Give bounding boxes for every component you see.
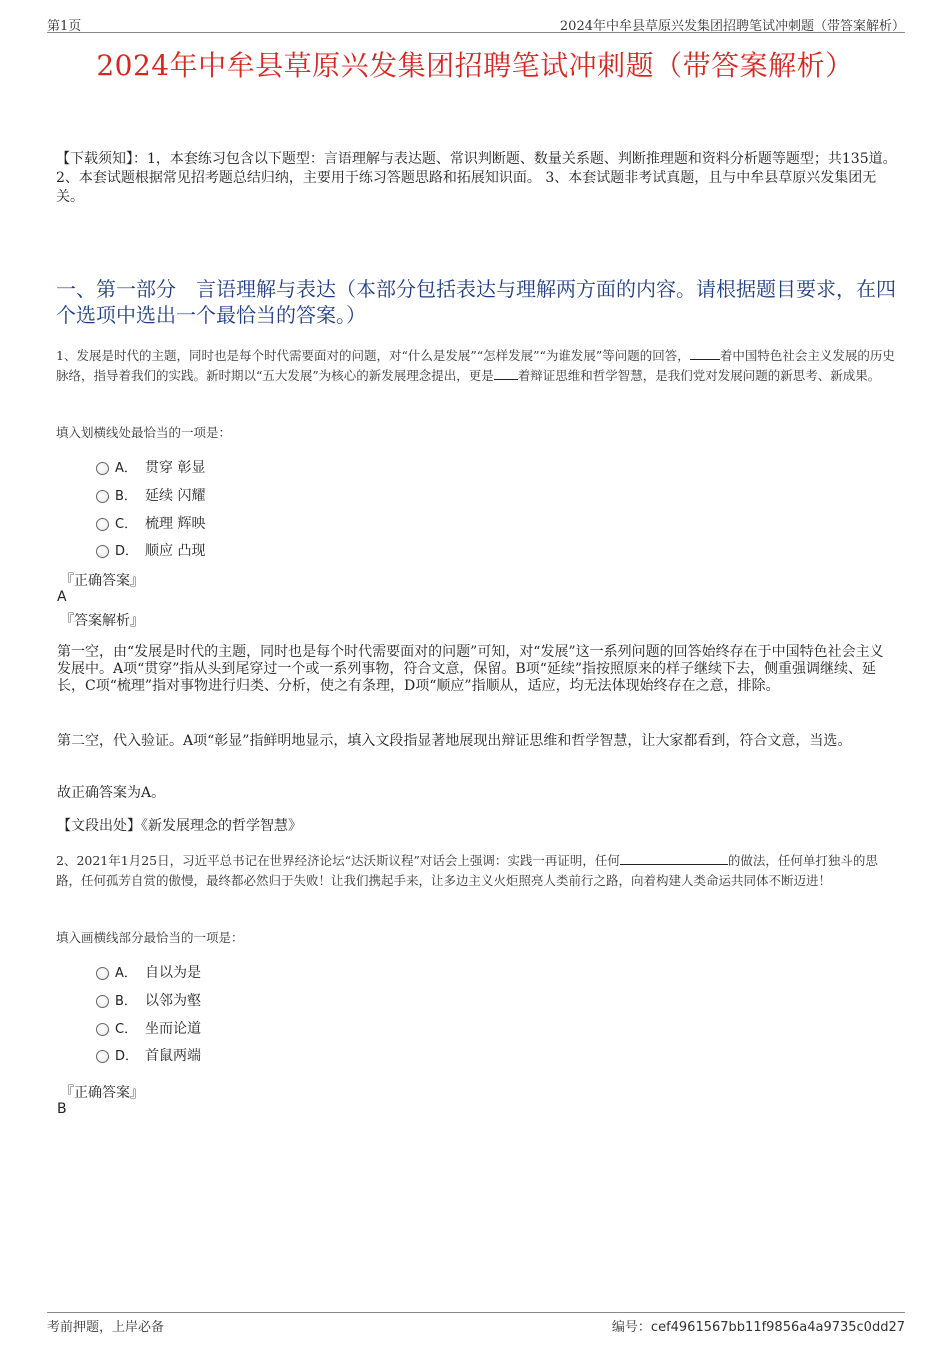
option-letter: D． xyxy=(115,544,139,559)
option-text: 以邻为壑 xyxy=(145,993,201,1009)
option-letter: B． xyxy=(115,994,137,1009)
option-letter: D． xyxy=(115,1049,139,1064)
question-2-option-b[interactable] xyxy=(96,990,201,1010)
question-1-prompt: 填入划横线处最恰当的一项是： xyxy=(56,425,232,440)
option-text: 顺应 凸现 xyxy=(145,543,206,559)
question-2-answer-label: 『正确答案』 xyxy=(60,1085,144,1101)
question-2-text-part: 2、2021年1月25日，习近平总书记在世界经济论坛“达沃斯议程”对话会上强调：实践一再证明，任何 xyxy=(56,853,620,868)
question-1-text xyxy=(56,346,900,386)
question-1-option-a[interactable] xyxy=(96,457,205,477)
page-footer xyxy=(47,1312,905,1337)
download-notice: 【下载须知】：1，本套练习包含以下题型：言语理解与表达题、常识判断题、数量关系题、判断推理题和资料分析题等题型；共135道。 2、本套试题根据常见招考题总结归纳，主要用于练习答题思路和拓展知识面。 3、本套试题非考试真题，且与中牟县草原兴发集团无关。 xyxy=(56,151,897,205)
option-letter: A． xyxy=(115,966,137,981)
question-1-analysis-paragraph-2: 第二空，代入验证。A项“彰显”指鲜明地显示，填入文段指显著地展现出辩证思维和哲学智慧，让大家都看到，符合文意，当选。 xyxy=(57,733,852,749)
question-1-option-c[interactable] xyxy=(96,513,205,533)
footer-code xyxy=(612,1316,905,1335)
question-1-analysis-paragraph-1: 第一空，由“发展是时代的主题，同时也是每个时代需要面对的问题”可知，对“发展”这一系列问题的回答始终存在于中国特色社会主义发展中。A项“贯穿”指从头到尾穿过一个或一系列事物，符合文意，保留。B项“延续”指按照原来的样子继续下去，侧重强调继续、延长，C项“梳理”指对事物进行归类、分析，使之有条理，D项“顺应”指顺从，适应，均无法体现始终存在之意，排除。 xyxy=(57,644,884,694)
radio-button-icon[interactable] xyxy=(96,1050,109,1063)
radio-button-icon[interactable] xyxy=(96,490,109,503)
option-text: 贯穿 彰显 xyxy=(145,460,206,476)
radio-button-icon[interactable] xyxy=(96,462,109,475)
question-2-prompt: 填入画横线部分最恰当的一项是： xyxy=(56,930,244,945)
page-number: 第1页 xyxy=(47,19,82,34)
question-1-answer: A xyxy=(57,589,67,605)
option-text: 梳理 辉映 xyxy=(145,516,206,532)
question-2-option-d[interactable] xyxy=(96,1045,201,1065)
footer-code-value: cef4961567bb11f9856a4a9735c0dd27 xyxy=(650,1320,905,1335)
question-1-option-b[interactable] xyxy=(96,485,205,505)
radio-button-icon[interactable] xyxy=(96,518,109,531)
question-2-option-a[interactable] xyxy=(96,962,201,982)
page-header xyxy=(47,12,905,33)
option-letter: B． xyxy=(115,489,137,504)
radio-button-icon[interactable] xyxy=(96,967,109,980)
question-2-option-c[interactable] xyxy=(96,1018,201,1038)
option-letter: C． xyxy=(115,1022,138,1037)
option-letter: C． xyxy=(115,517,138,532)
question-2-blank xyxy=(620,852,728,865)
option-text: 自以为是 xyxy=(145,965,201,981)
question-2-text xyxy=(56,851,900,891)
question-1-option-d[interactable] xyxy=(96,540,205,560)
option-text: 首鼠两端 xyxy=(145,1048,201,1064)
option-text: 坐而论道 xyxy=(145,1021,201,1037)
question-2-text-part: 的做法，任何单打独斗的思路，任何孤芳自赏的傲慢，最终都必然归于失败！让我们携起手来，让多边主义火炬照亮人类前行之路，向着构建人类命运共同体不断迈进！ xyxy=(56,853,878,888)
question-1-text-part: 着中国特色社会主义发展的历史脉络，指导着我们的实践。新时期以“五大发展”为核心的新发展理念提出，更是 xyxy=(56,348,895,383)
radio-button-icon[interactable] xyxy=(96,545,109,558)
option-letter: A． xyxy=(115,461,137,476)
question-1-analysis-label: 『答案解析』 xyxy=(60,613,144,629)
option-text: 延续 闪耀 xyxy=(145,488,206,504)
footer-slogan: 考前押题，上岸必备 xyxy=(47,1320,165,1335)
question-2-answer: B xyxy=(57,1101,67,1117)
section-heading: 一、第一部分 言语理解与表达（本部分包括表达与理解两方面的内容。请根据题目要求，在四个选项中选出一个最恰当的答案。） xyxy=(56,277,896,327)
question-1-text-part: 1、发展是时代的主题，同时也是每个时代需要面对的问题，对“什么是发展”“怎样发展”“为谁发展”等问题的回答， xyxy=(56,348,690,363)
question-1-source: 【文段出处】《新发展理念的哲学智慧》 xyxy=(57,818,302,834)
question-1-blank-1 xyxy=(690,347,720,360)
document-title: 2024年中牟县草原兴发集团招聘笔试冲刺题（带答案解析） xyxy=(96,49,854,82)
question-1-text-part: 着辩证思维和哲学智慧，是我们党对发展问题的新思考、新成果。 xyxy=(517,368,881,383)
header-doc-title: 2024年中牟县草原兴发集团招聘笔试冲刺题（带答案解析） xyxy=(559,19,905,34)
question-1-blank-2 xyxy=(494,367,518,380)
question-1-answer-label: 『正确答案』 xyxy=(60,573,144,589)
radio-button-icon[interactable] xyxy=(96,1023,109,1036)
radio-button-icon[interactable] xyxy=(96,995,109,1008)
question-1-analysis-paragraph-3: 故正确答案为A。 xyxy=(57,785,166,801)
footer-code-label: 编号： xyxy=(611,1320,651,1335)
